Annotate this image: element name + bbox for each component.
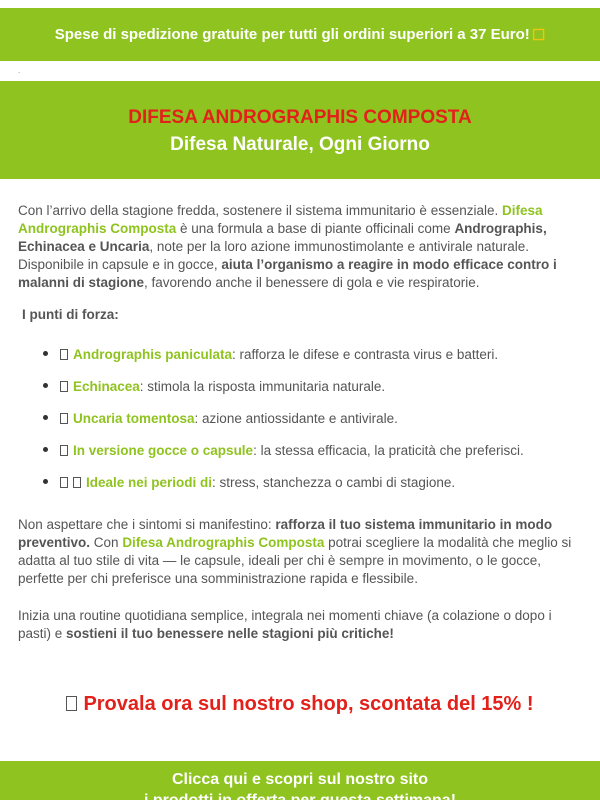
para3-highlight: sostieni il tuo benessere nelle stagioni più critiche! — [66, 626, 394, 641]
intro-text-1: Con l’arrivo della stagione fredda, sostenere il sistema immunitario è essenziale. — [18, 203, 502, 218]
feature-label: Echinacea — [73, 378, 140, 394]
para2-highlight: rafforza il tuo sistema immunitario in modo preventivo. — [18, 517, 553, 550]
feature-label: Ideale nei periodi di — [86, 474, 213, 490]
feature-item — [40, 338, 590, 370]
divider-dot: . — [18, 66, 21, 75]
feature-label: In versione gocce o capsule — [73, 442, 254, 458]
routine-paragraph — [18, 607, 586, 643]
offers-banner-line-1[interactable]: Clicca qui e scopri sul nostro sito — [171, 771, 429, 788]
feature-item — [40, 370, 590, 402]
intro-product-name: Difesa Andrographis Composta — [18, 203, 543, 236]
placeholder-glyph-icon — [60, 413, 68, 424]
placeholder-glyph-icon — [73, 477, 81, 488]
feature-text: : la stessa efficacia, la praticità che preferisci. — [253, 442, 524, 458]
placeholder-glyph-icon — [66, 696, 77, 711]
para2-product-name: Difesa Andrographis Composta — [122, 535, 325, 550]
para3-text-1: Inizia una routine quotidiana semplice, integrala nei momenti chiave (a colazione o dopo i pasti) e — [18, 608, 552, 641]
placeholder-glyph-icon — [60, 381, 68, 392]
placeholder-glyph-icon — [60, 445, 68, 456]
feature-text: : stress, stanchezza o cambi di stagione. — [212, 474, 456, 490]
placeholder-glyph-icon — [60, 477, 68, 488]
shipping-banner — [0, 8, 600, 61]
intro-highlight: aiuta l’organismo a reagire in modo efficace contro i malanni di stagione — [18, 257, 557, 290]
feature-list — [40, 338, 590, 498]
offers-banner-link[interactable] — [0, 761, 600, 809]
shop-cta-link[interactable] — [0, 693, 600, 716]
product-header — [0, 81, 600, 179]
feature-label: Andrographis paniculata — [73, 346, 233, 362]
feature-text: : azione antiossidante e antivirale. — [194, 410, 398, 426]
intro-text-2: è una formula a base di piante officinali come — [176, 221, 455, 236]
feature-label: Uncaria tomentosa — [73, 410, 195, 426]
intro-text-3: , note per la loro azione immunostimolante e antivirale naturale. Disponibile in capsule e in gocce, — [18, 239, 530, 272]
para2-text-3: potrai scegliere la modalità che meglio si adatta al tuo stile di vita — le capsule, ideali per chi è sempre in movimento, o le gocce, perfette per chi preferisce una somministrazione rapida e flessibile. — [18, 535, 572, 586]
strengths-heading: I punti di forza: — [22, 307, 119, 322]
placeholder-glyph-icon — [60, 349, 68, 360]
prevention-paragraph — [18, 516, 586, 588]
offers-banner-line-2[interactable]: i prodotti in offerta per questa settimana! — [143, 792, 457, 809]
feature-text: : rafforza le difese e contrasta virus e batteri. — [232, 346, 499, 362]
product-title: DIFESA ANDROGRAPHIS COMPOSTA — [128, 107, 472, 128]
para2-text-2: Con — [90, 535, 123, 550]
para2-text-1: Non aspettare che i sintomi si manifestino: — [18, 517, 276, 532]
feature-item — [40, 402, 590, 434]
shipping-banner-text: Spese di spedizione gratuite per tutti gli ordini superiori a 37 Euro! — [54, 26, 530, 43]
intro-herbs: Andrographis, Echinacea e Uncaria — [18, 221, 547, 254]
intro-text-4: , favorendo anche il benessere di gola e vie respiratorie. — [144, 275, 480, 290]
cta-text[interactable]: Provala ora sul nostro shop, scontata del 15% ! — [83, 693, 534, 715]
feature-item — [40, 466, 590, 498]
product-subtitle: Difesa Naturale, Ogni Giorno — [170, 134, 430, 155]
feature-text: : stimola la risposta immunitaria naturale. — [139, 378, 386, 394]
banner-glyph-icon: ☐ — [531, 26, 546, 44]
feature-item — [40, 434, 590, 466]
intro-paragraph — [18, 202, 586, 292]
